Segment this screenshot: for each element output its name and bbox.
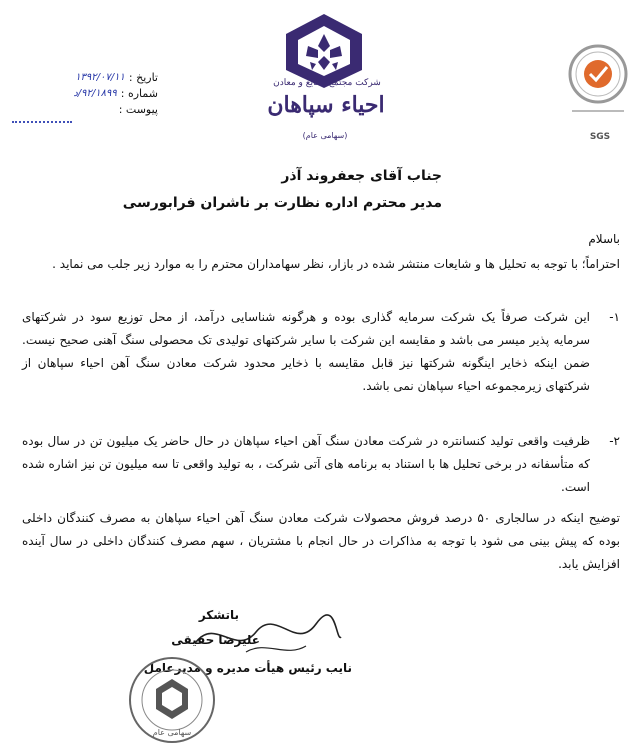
number-value: ۹۲/۱۸۹۹/د	[73, 88, 117, 99]
signer-name: علیرضا حقیقی	[171, 633, 260, 647]
number-row	[40, 86, 158, 102]
logo-company-type: (سهامی عام)	[302, 131, 348, 140]
explanation-paragraph: توضیح اینکه در سالجاری ۵۰ درصد فروش محصولات شرکت معادن سنگ آهن احیاء سپاهان به مصرف کنندگان داخلی بوده که پیش بینی می شود با توجه به مذاکرات در حال انجام با مشتریان ، سهم مصرف کنندگان داخلی در سال آینده افزایش یابد.	[22, 511, 620, 571]
letter-meta	[40, 70, 158, 118]
number-label: شماره :	[120, 87, 158, 100]
addressee-name: جناب آقای جعفروند آذر	[281, 168, 442, 184]
intro-paragraph: احتراماً؛ با توجه به تحلیل ها و شایعات منتشر شده در بازار، نظر سهامداران محترم را به موارد زیر جلب می نماید .	[52, 257, 620, 271]
date-value: ۱۳۹۲/۰۷/۱۱	[75, 72, 125, 83]
item-text: این شرکت صرفاً یک شرکت سرمایه گذاری بوده و هرگونه شناسایی درآمد، از محل توزیع سود در شرکتهای سرمایه پذیر میسر می باشد و مقایسه این شرکت با سایر شرکتهای تولیدی تک محصولی سنگ آهنی صحیح نیست. ضمن اینکه ذخایر اینگونه شرکتها نیز قابل مقایسه با ذخایر محدود شرکت معادن سنگ آهن احیاء سپاهان از شرکتهای زیرمجموعه احیاء سپاهان نمی باشد.	[22, 310, 590, 393]
item-marker: ۲-	[609, 434, 620, 448]
salutation: باسلام	[588, 232, 620, 246]
handwritten-underline	[12, 118, 72, 123]
seal-text: سهامی عام	[152, 728, 192, 737]
signer-title: نایب رئیس هیأت مدیره و مدیرعامل	[143, 661, 352, 675]
company-seal-icon	[124, 655, 220, 745]
attachment-label: پیوست :	[118, 103, 158, 116]
certification-badge-icon	[566, 40, 630, 130]
item-marker: ۱-	[609, 310, 620, 324]
numbered-item-1	[22, 306, 620, 398]
addressee-title: مدیر محترم اداره نظارت بر ناشران فرابورسی	[122, 195, 442, 211]
certification-badge-label: SGS	[589, 132, 611, 142]
closing-text: باتشکر	[198, 608, 239, 622]
logo-company-small-text: شرکت مجتمع صنایع و معادن	[273, 78, 381, 88]
date-label: تاریخ :	[128, 71, 158, 84]
logo-company-main-text: احیاء سپاهان	[267, 92, 385, 118]
date-row	[40, 70, 158, 86]
item-text: ظرفیت واقعی تولید کنسانتره در شرکت معادن سنگ آهن احیاء سپاهان در حال حاضر یک میلیون تن در سال بوده که متأسفانه در برخی تحلیل ها با استناد به برنامه های آتی شرکت ، به تولید واقعی تا سه میلیون تن نیز اشاره شده است.	[22, 434, 590, 494]
numbered-item-2	[22, 430, 620, 499]
attachment-row	[40, 102, 158, 118]
